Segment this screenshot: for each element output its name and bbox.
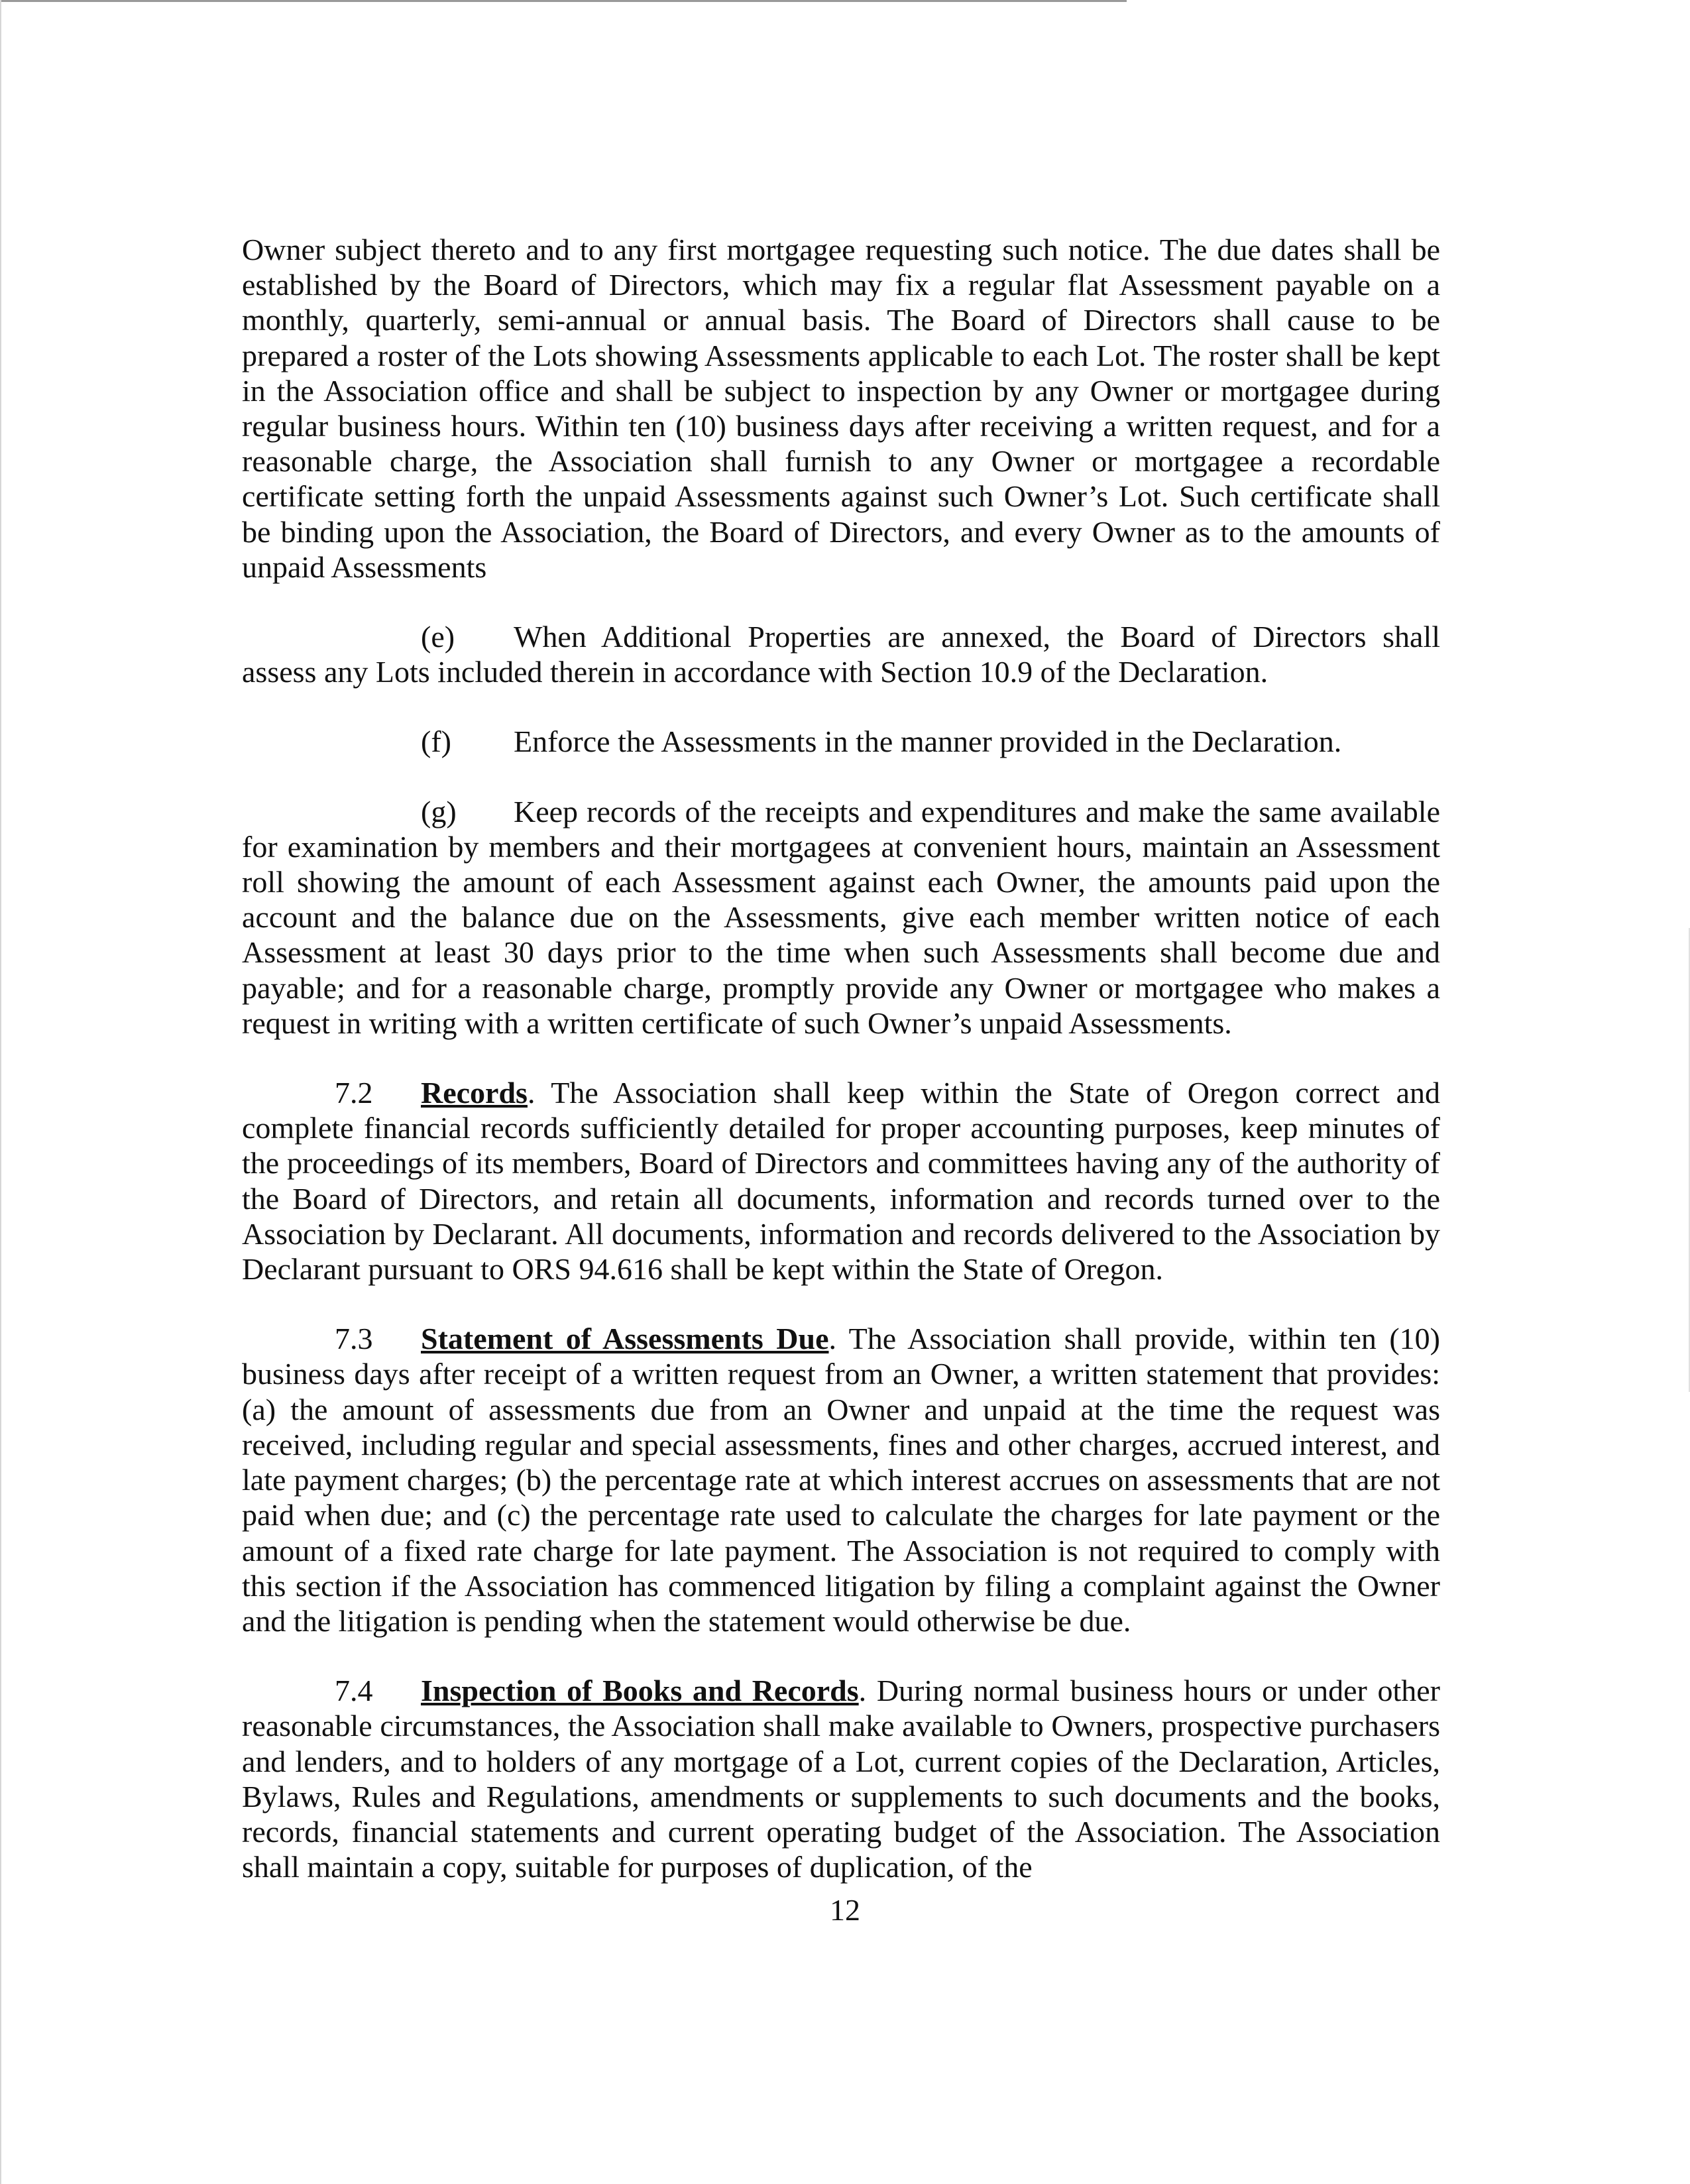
section-7-4 (242, 1673, 1440, 1884)
section-7-2-text: . The Association shall keep within the State of Oregon correct and complete financial records sufficiently detailed for proper accounting purposes, keep minutes of the proceedings of its members, Board of Directors and committees having any of the authority of the Board of Directors, and retain all documents, information and records turned over to the Association by Declarant. All documents, information and records delivered to the Association by Declarant pursuant to ORS 94.616 shall be kept within the State of Oregon. (242, 1076, 1440, 1287)
section-7-3-text: . The Association shall provide, within ten (10) business days after receipt of a written request from an Owner, a written statement that provides: (a) the amount of assessments due from an Owner and unpaid at the time the request was received, including regular and special assessments, fines and other charges, accrued interest, and late payment charges; (b) the percentage rate at which interest accrues on assessments that are not paid when due; and (c) the percentage rate used to calculate the charges for late payment or the amount of a fixed rate charge for late payment. The Association is not required to comply with this section if the Association has commenced litigation by filing a complaint against the Owner and the litigation is pending when the statement would otherwise be due. (242, 1322, 1440, 1638)
item-g-text: Keep records of the receipts and expenditures and make the same available for examination by members and their mortgagees at convenient hours, maintain an Assessment roll showing the amount of each Assessment against each Owner, the amounts paid upon the account and the balance due on the Assessments, give each member written notice of each Assessment at least 30 days prior to the time when such Assessments shall become due and payable; and for a reasonable charge, promptly provide any Owner or mortgagee who makes a request in writing with a written certificate of such Owner’s unpaid Assessments. (242, 794, 1440, 1040)
paragraph-item-e (242, 619, 1440, 689)
document-page (242, 232, 1440, 1919)
item-g-marker: (g) (421, 794, 457, 829)
section-7-4-title: Inspection of Books and Records (421, 1674, 859, 1708)
section-7-3-title: Statement of Assessments Due (421, 1322, 829, 1356)
section-7-2 (242, 1075, 1440, 1287)
section-7-4-number: 7.4 (335, 1674, 373, 1708)
paragraph-item-f (242, 724, 1440, 759)
item-f-marker: (f) (421, 724, 451, 759)
scan-left-edge (0, 0, 1, 2184)
paragraph-item-g (242, 794, 1440, 1041)
section-7-2-number: 7.2 (335, 1076, 373, 1110)
paragraph-continuation: Owner subject thereto and to any first mortgagee requesting such notice. The due dates shall be established by the Board of Directors, which may fix a regular flat Assessment payable on a monthly, quarterly, semi-annual or annual basis. The Board of Directors shall cause to be prepared a roster of the Lots showing Assessments applicable to each Lot. The roster shall be kept in the Association office and shall be subject to inspection by any Owner or mortgagee during regular business hours. Within ten (10) business days after receiving a written request, and for a reasonable charge, the Association shall furnish to any Owner or mortgagee a recordable certificate setting forth the unpaid Assessments against such Owner’s Lot. Such certificate shall be binding upon the Association, the Board of Directors, and every Owner as to the amounts of unpaid Assessments (242, 233, 1440, 584)
section-7-2-title: Records (421, 1076, 528, 1110)
section-7-3-number: 7.3 (335, 1322, 373, 1356)
scan-top-edge (0, 0, 1127, 2)
item-e-marker: (e) (421, 620, 455, 654)
section-7-4-text: . During normal business hours or under other reasonable circumstances, the Association shall make available to Owners, prospective purchasers and lenders, and to holders of any mortgage of a Lot, current copies of the Declaration, Articles, Bylaws, Rules and Regulations, amendments or supplements to such documents and the books, records, financial statements and current operating budget of the Association. The Association shall maintain a copy, suitable for purposes of duplication, of the (242, 1674, 1440, 1884)
section-7-3 (242, 1321, 1440, 1638)
page-number: 12 (830, 1893, 860, 1927)
item-f-text: Enforce the Assessments in the manner provided in the Declaration. (514, 724, 1342, 759)
item-e-text: When Additional Properties are annexed, the Board of Directors shall assess any Lots included therein in accordance with Section 10.9 of the Declaration. (242, 620, 1440, 689)
